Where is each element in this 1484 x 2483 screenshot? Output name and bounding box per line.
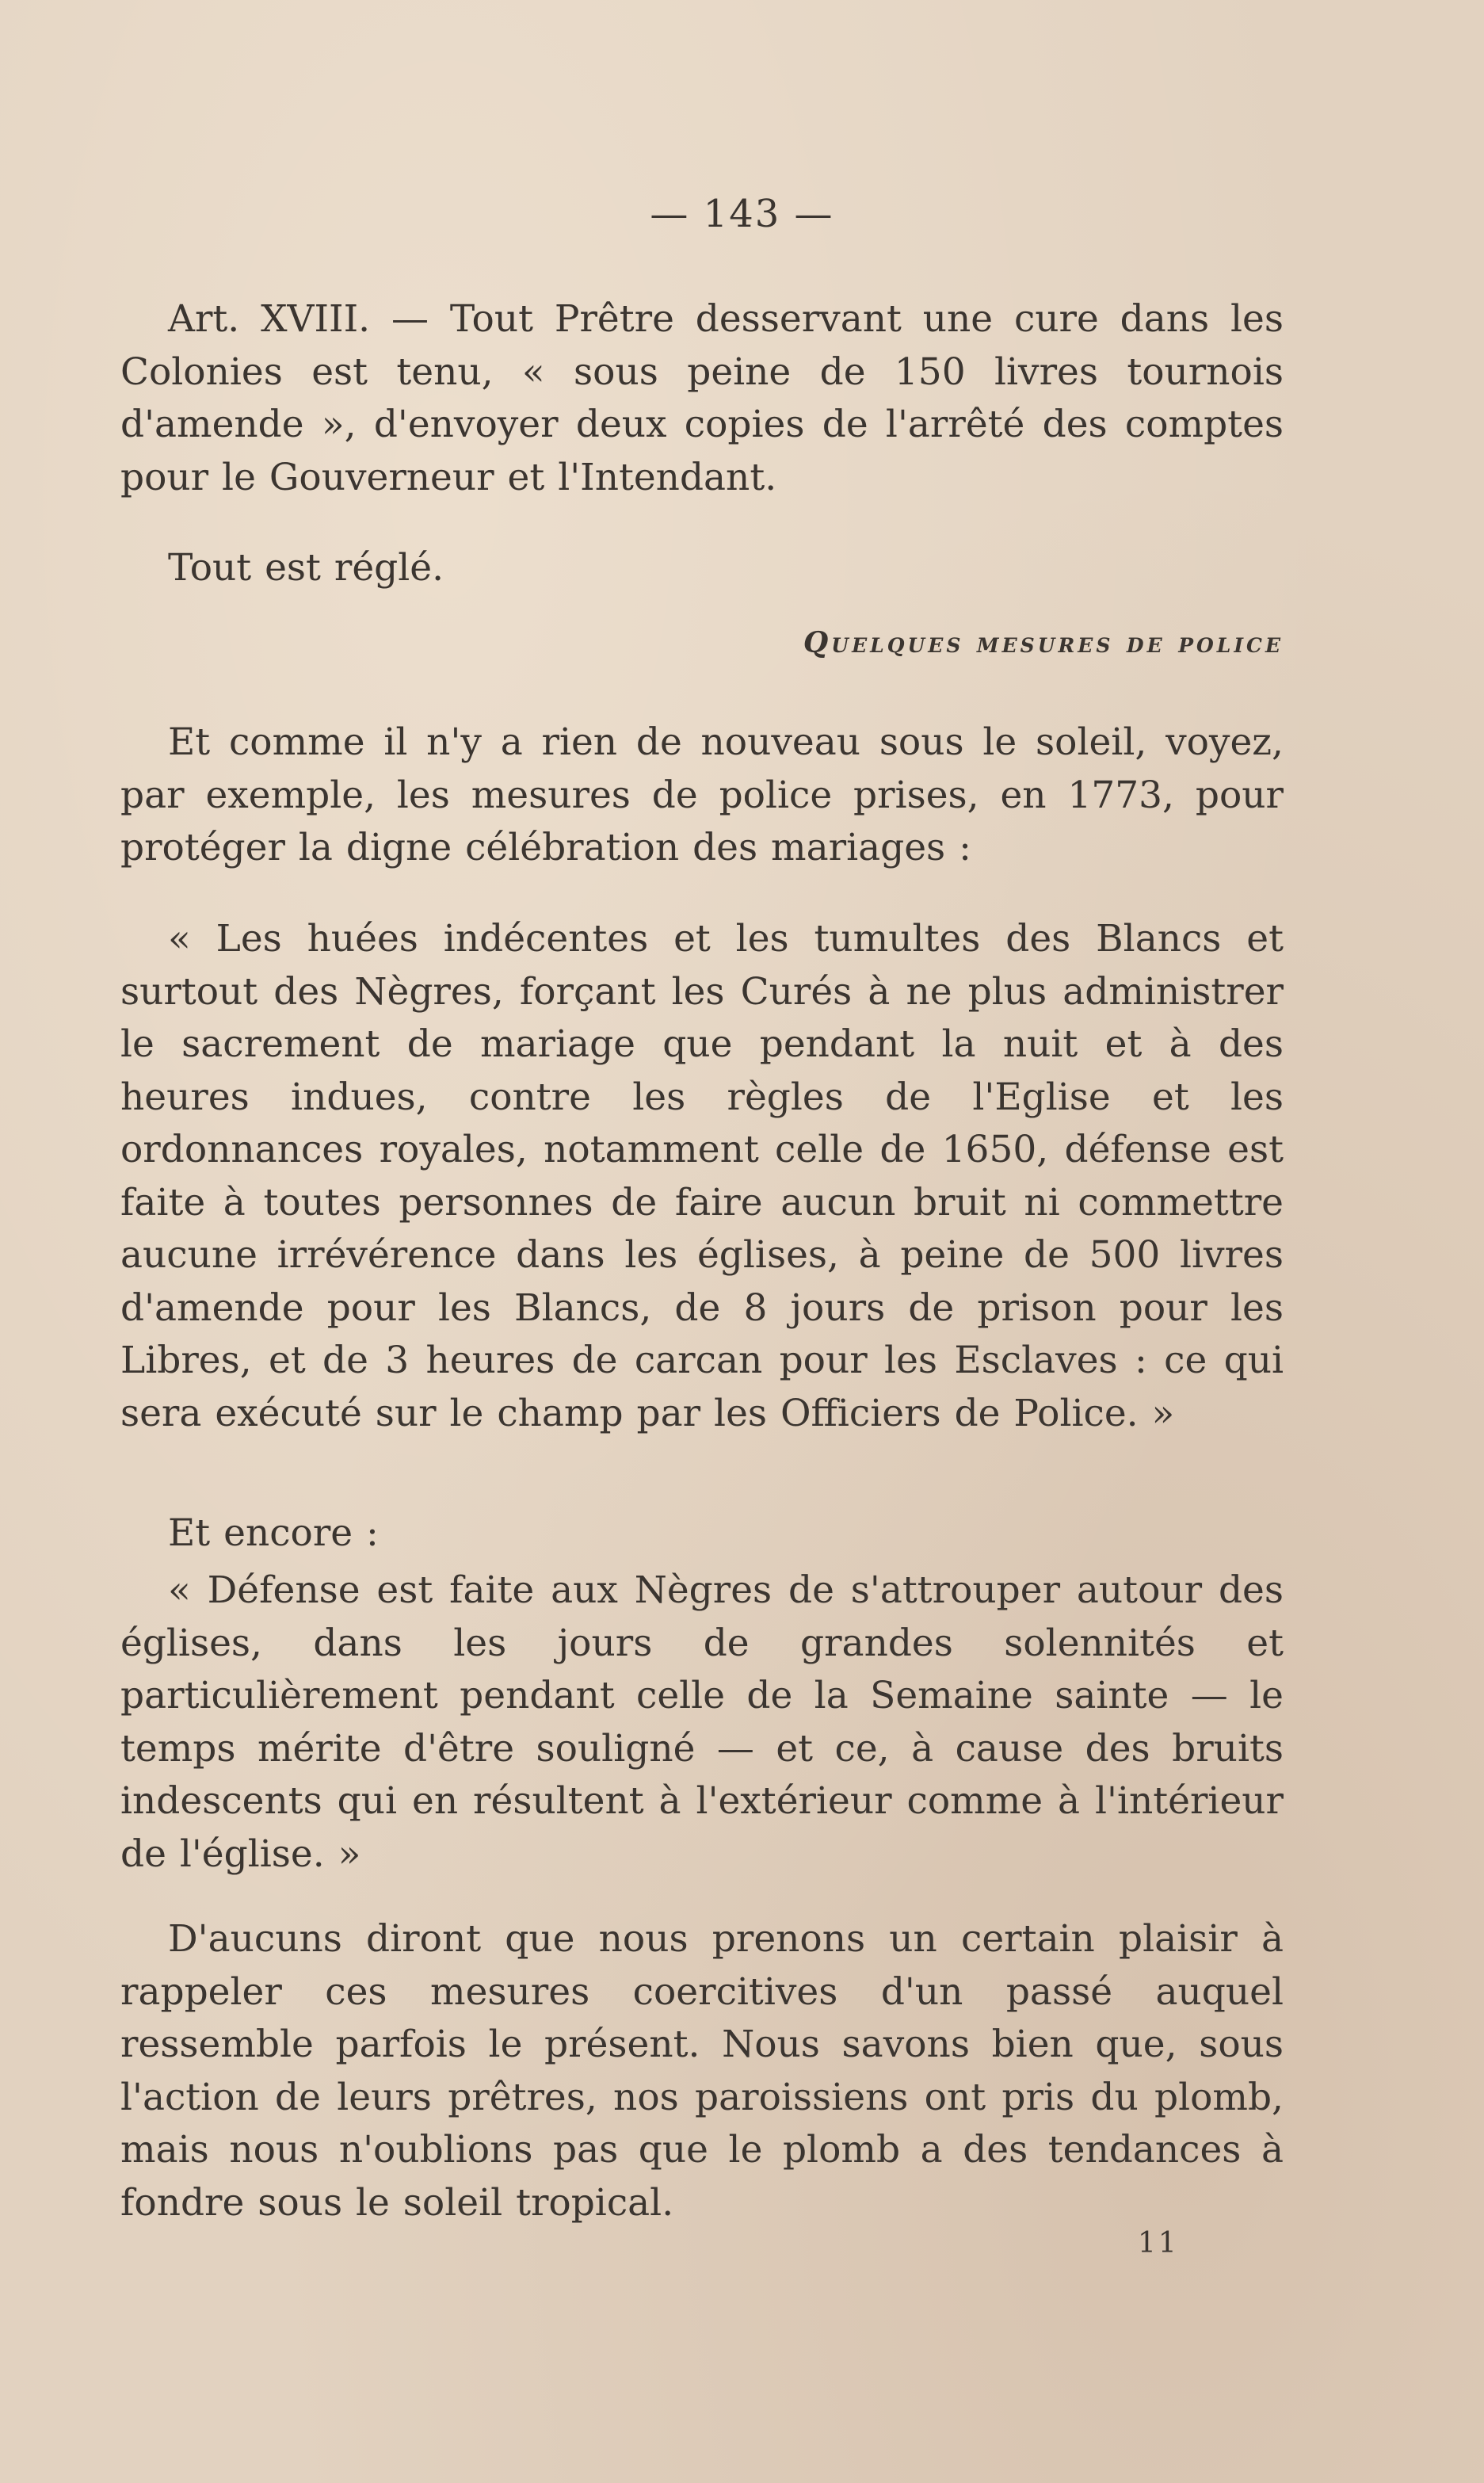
paragraph-intro: Et comme il n'y a rien de nouveau sous le soleil, voyez, par exemple, les mesures de police prises, en 1773, pour protéger la digne célébration des mariages : <box>120 720 1284 869</box>
paragraph-closing: D'aucuns diront que nous prenons un certain plaisir à rappeler ces mesures coercitives d'un passé auquel ressemble parfois le présent. Nous savons bien que, sous l'action de leurs prêtres, nos paroissiens ont pris du plomb, mais nous n'oublions pas que le plomb a des tendances à fondre sous le soleil tropical. <box>120 1917 1284 2225</box>
paragraph-quote-police: « Les huées indécentes et les tumultes des Blancs et surtout des Nègres, forçant les Curés à ne plus administrer le sacrement de mariage que pendant la nuit et à des heures indues, contre les règles de l'Eglise et les ordonnances royales, notamment celle de 1650, défense est faite à toutes personnes de faire aucun bruit ni commettre aucune irrévérence dans les églises, à peine de 500 livres d'amende pour les Blancs, de 8 jours de prison pour les Libres, et de 3 heures de carcan pour les Esclaves : ce qui sera exécuté sur le champ par les Officiers de Police. » <box>120 917 1284 1435</box>
paragraph-et-encore: Et encore : <box>168 1511 379 1555</box>
paragraph-tout-est-regle: Tout est réglé. <box>168 546 444 590</box>
paragraph-quote-attroupement: « Défense est faite aux Nègres de s'attrouper autour des églises, dans les jours de grandes solennités et particulièrement pendant celle de la Semaine sainte — le temps mérite d'être souligné — et ce, à cause des bruits indescents qui en résultent à l'extérieur comme à l'intérieur de l'église. » <box>120 1568 1284 1876</box>
page-number: — 143 — <box>650 192 834 236</box>
section-heading: Quelques mesures de police <box>803 626 1284 659</box>
paragraph-article-xviii: Art. XVIII. — Tout Prêtre desservant une cure dans les Colonies est tenu, « sous peine de 150 livres tournois d'amende », d'envoyer deux copies de l'arrêté des comptes pour le Gouverneur et l'Intendant. <box>120 297 1284 499</box>
signature-mark: 11 <box>1138 2227 1179 2260</box>
